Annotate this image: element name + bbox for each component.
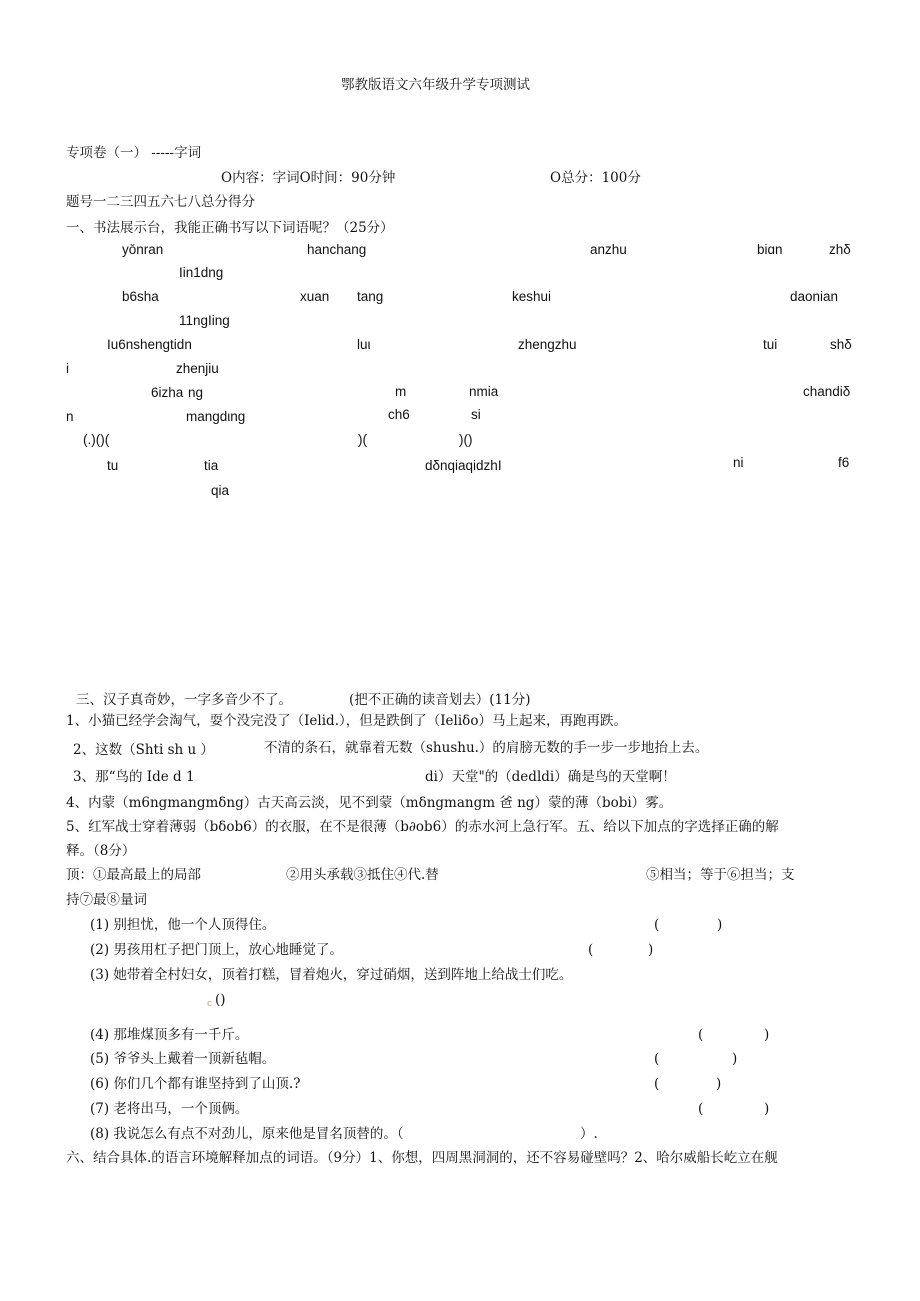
question-6: (6) 你们几个都有谁坚持到了山顶.? <box>90 1076 301 1092</box>
question-3: (3) 她带着全村妇女，顶着打糕，冒着炮火，穿过硝烟，送到阵地上给战士们吃。 <box>90 967 573 983</box>
section-header: 专项卷（一） -----字词 <box>66 145 202 161</box>
pinyin-item: biɑn <box>757 242 783 257</box>
pinyin-item: mangdιng <box>186 409 246 424</box>
pinyin-item: zhenjiu <box>176 361 219 376</box>
pinyin-item: tang <box>357 289 384 304</box>
definition-c: ⑤相当；等于⑥担当；支 <box>646 867 795 883</box>
pinyin-item: Iin1dng <box>179 265 224 280</box>
definition-d: 持⑦最⑧量词 <box>66 892 147 908</box>
page-title: 鄂教版语文六年级升学专项测试 <box>341 77 530 93</box>
pinyin-item: m <box>395 384 407 399</box>
part3-item-1: 1、小猫已经学会淘气，耍个没完没了（Ielid.），但是跌倒了（Ieliδo）马上起来，再跑再跌。 <box>66 713 627 729</box>
pinyin-item: tia <box>204 458 219 473</box>
part3-heading: 三、汉子真奇妙，一字多音少不了。 <box>76 692 292 708</box>
answer-paren-open: ( <box>698 1027 704 1043</box>
blank-brackets: )( <box>358 432 367 447</box>
part3-item-2a: 2、这数（Shti sh u ） <box>73 742 214 758</box>
answer-paren-close: ）. <box>580 1126 598 1142</box>
answer-paren-open: ( <box>654 1051 660 1067</box>
question-8: (8) 我说怎么有点不对劲儿，原来他是冒名顶替的。（ <box>90 1126 404 1142</box>
pinyin-item: zhengzhu <box>518 337 577 352</box>
answer-paren-close: ) <box>716 1076 722 1092</box>
pinyin-item: xuan <box>300 289 330 304</box>
part3-item-3a: 3、那“鸟的 Ide d 1 <box>73 769 195 785</box>
part3-item-2b: 不清的条石，就靠着无数（shushu.）的肩膀无数的手一步一步地抬上去。 <box>264 740 709 756</box>
answer-paren-open: ( <box>654 1076 660 1092</box>
part3-item-4: 4、内蒙（m6ngmangmδng）古天高云淡，见不到蒙（mδngmangm 爸 ng）蒙的薄（bobi）雾。 <box>66 795 673 811</box>
question-5: (5) 爷爷头上戴着一顶新毡帽。 <box>90 1051 276 1067</box>
pinyin-item: n <box>66 409 74 424</box>
pinyin-item: shδ <box>830 337 852 352</box>
pinyin-item: si <box>471 407 481 422</box>
pinyin-item: zhδ <box>829 242 851 257</box>
pinyin-item: nmia <box>469 384 499 399</box>
answer-paren-close: ) <box>717 917 723 933</box>
blank-brackets: (.)()( <box>83 432 110 447</box>
answer-paren-open: ( <box>654 917 660 933</box>
pinyin-item: hanchang <box>307 242 367 257</box>
part3-heading-note: (把不正确的读音划去）(11分) <box>349 692 531 708</box>
pinyin-item: ch6 <box>388 407 410 422</box>
pinyin-item: tu <box>107 458 119 473</box>
definition-b: ②用头承载③抵住④代.替 <box>286 867 439 883</box>
pinyin-item: i <box>66 361 69 376</box>
score-row: 题号一二三四五六七八总分得分 <box>66 194 255 210</box>
meta-content-time: O内容：字词O时间：90分钟 <box>221 170 396 186</box>
answer-paren-close: ) <box>764 1027 770 1043</box>
question-2: (2) 男孩用杠子把门顶上，放心地睡觉了。 <box>90 942 343 958</box>
part1-heading: 一、书法展示台，我能正确书写以下词语呢？（25分） <box>66 220 394 236</box>
pinyin-item: qia <box>211 483 230 498</box>
pinyin-item: ng <box>188 385 204 400</box>
pinyin-item: anzhu <box>590 242 627 257</box>
part3-item-3b: di）天堂"的（dedldi）确是鸟的天堂啊！ <box>425 769 676 785</box>
part3-item-5: 5、红军战士穿着薄弱（bδob6）的衣服，在不是很薄（b∂ob6）的赤水河上急行军。五、给以下加点的字选择正确的解 <box>66 819 779 835</box>
question-4: (4) 那堆煤顶多有一千斤。 <box>90 1027 249 1043</box>
pinyin-item: Iu6nshengtidn <box>107 337 192 352</box>
blank-brackets: )() <box>459 432 473 447</box>
question-7: (7) 老将出马，一个顶俩。 <box>90 1101 249 1117</box>
answer-parens: () <box>215 992 226 1008</box>
pinyin-item: chandiδ <box>803 384 851 399</box>
answer-paren-open: ( <box>698 1101 704 1117</box>
answer-paren-close: ) <box>732 1051 738 1067</box>
pinyin-item: dδnqiaqidzhI <box>425 458 502 473</box>
meta-total-score: O总分：100分 <box>550 170 641 186</box>
pinyin-item: keshui <box>512 289 552 304</box>
answer-paren-open: ( <box>588 942 594 958</box>
stray-mark: c <box>207 999 213 1009</box>
pinyin-item: luι <box>357 337 371 352</box>
part6-text: 六、结合具体.的语言环境解释加点的词语。（9分）1、你想，四周黑洞洞的，还不容易碰壁吗？2、哈尔威船长屹立在舰 <box>66 1150 778 1166</box>
answer-paren-close: ) <box>764 1101 770 1117</box>
pinyin-item: 6izha <box>151 385 184 400</box>
pinyin-item: b6sha <box>122 289 159 304</box>
pinyin-item: tui <box>763 337 778 352</box>
pinyin-item: 11ngIing <box>179 313 230 328</box>
pinyin-item: daonian <box>790 289 839 304</box>
pinyin-item: yǒnran <box>122 242 164 257</box>
question-1: (1) 别担忧，他一个人顶得住。 <box>90 917 276 933</box>
pinyin-item: f6 <box>838 455 850 470</box>
part3-item-5-cont: 释。（8分） <box>66 843 136 859</box>
pinyin-item: ni <box>733 455 744 470</box>
definition-a: 顶：①最高最上的局部 <box>66 867 201 883</box>
answer-paren-close: ) <box>648 942 654 958</box>
